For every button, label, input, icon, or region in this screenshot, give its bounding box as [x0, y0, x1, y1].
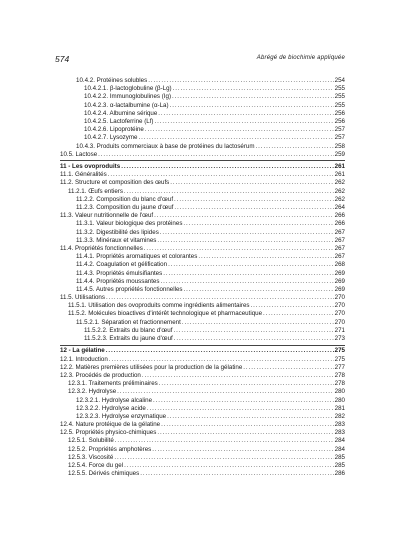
toc-page-number: 283 — [334, 429, 345, 437]
toc-entry — [60, 413, 345, 421]
toc-entry-label — [60, 151, 97, 159]
dot-leader — [256, 143, 334, 151]
toc-entry-label — [84, 335, 173, 343]
dot-leader — [173, 85, 334, 93]
toc-entry-title: Lysozyme — [108, 134, 138, 142]
toc-entry-number: 10.4.2.6. — [84, 126, 109, 134]
toc-entry-title: Lactose — [73, 150, 98, 158]
toc-entry-title: Extraits du jaune d'œuf — [107, 335, 173, 342]
toc-page-number: 262 — [334, 195, 345, 203]
toc-entry-title: Viscosité — [86, 453, 114, 461]
toc-page-number: 255 — [334, 93, 345, 101]
toc-entry — [60, 245, 345, 253]
toc-page-number: 269 — [334, 277, 345, 285]
toc-entry — [60, 179, 345, 187]
toc-entry-number: 10.4.2.2. — [84, 93, 109, 101]
dot-leader — [142, 372, 334, 380]
toc-entry-number: 11.2.1. — [68, 187, 87, 195]
toc-page-number: 255 — [334, 85, 345, 93]
toc-page-number: 268 — [334, 261, 345, 269]
dot-leader — [163, 270, 333, 278]
toc-entry-label — [68, 188, 123, 196]
dot-leader — [106, 294, 334, 302]
toc-entry-number: 11.5.2.3. — [84, 335, 108, 342]
toc-page-number: 267 — [334, 253, 345, 261]
toc-entry-number: 12 — [60, 347, 67, 355]
toc-chapter-entry — [60, 163, 345, 171]
toc-entry-title: Matières premières utilisées pour la production de la gélatine — [73, 363, 243, 371]
toc-page-number: 269 — [334, 285, 345, 293]
toc-entry-number: 10.4.2.1. — [84, 85, 109, 93]
toc-entry-label — [60, 364, 242, 372]
dot-leader — [157, 237, 333, 245]
dot-leader — [172, 93, 334, 101]
toc-entry — [60, 388, 345, 396]
toc-entry-number: 10.4.2.4. — [84, 109, 109, 117]
toc-entry-title: Propriétés émulsifiantes — [94, 269, 163, 277]
toc-page-number: 277 — [334, 363, 345, 371]
dot-leader — [154, 212, 334, 220]
toc-entry — [60, 454, 345, 462]
toc-page-number: 267 — [334, 244, 345, 252]
toc-entry-number: 11.4.3. — [76, 269, 95, 277]
toc-entry — [60, 286, 345, 294]
dot-leader — [153, 397, 334, 405]
toc-entry-title: Molécules bioactives d'intérêt technologique et pharmaceutique — [86, 310, 263, 318]
toc-entry-number: 12.3.2.2. — [76, 404, 101, 412]
toc-page-number: 257 — [334, 126, 345, 134]
toc-entry-title: Composition du blanc d'œuf — [94, 195, 174, 203]
toc-entry-label — [60, 421, 160, 429]
toc-entry-number: 12.3.2.3. — [76, 412, 101, 420]
toc-entry-number: 12.3.2.1. — [76, 396, 101, 404]
toc-page-number: 270 — [334, 318, 345, 326]
toc-entry — [60, 421, 345, 429]
toc-entry-label — [60, 294, 105, 302]
toc-page-number: 262 — [334, 179, 345, 187]
toc-entry-label — [76, 204, 173, 212]
toc-entry-title: Hydrolyse — [86, 388, 117, 396]
toc-entry-label — [60, 429, 156, 437]
toc-entry-number: 11.5.2. — [68, 310, 87, 318]
toc-entry-label — [68, 454, 113, 462]
toc-page-number: 261 — [334, 171, 345, 179]
toc-entry-label — [84, 102, 169, 110]
toc-entry-label — [84, 93, 171, 101]
toc-entry — [60, 126, 345, 134]
toc-entry-title: Produits commerciaux à base de protéines du lactosérum — [94, 142, 255, 150]
dot-leader — [250, 302, 333, 310]
toc-page-number: 284 — [334, 445, 345, 453]
toc-entry-title: Introduction — [73, 355, 108, 363]
section-divider — [60, 160, 345, 161]
toc-entry-title: Structure et composition des œufs — [73, 179, 170, 187]
toc-entry-label — [76, 413, 166, 421]
toc-page-number: 285 — [334, 462, 345, 469]
toc-entry — [60, 437, 345, 445]
toc-entry-number: 11.3. — [60, 212, 74, 220]
toc-chapter-entry — [60, 347, 345, 355]
toc-entry-number: 12.5.2. — [68, 445, 87, 453]
toc-page-number: 256 — [334, 109, 345, 117]
toc-entry-label — [76, 397, 152, 405]
toc-entry-number: 10.4.2.5. — [84, 117, 109, 125]
toc-entry-title: α-lactalbumine (α-La) — [108, 101, 169, 109]
toc-entry-label — [60, 212, 153, 220]
toc-entry-label — [60, 171, 107, 179]
toc-entry-number: 10.5. — [60, 150, 74, 158]
toc-entry-title: Utilisation des ovoproduits comme ingrédients alimentaires — [86, 302, 250, 310]
toc-entry-label — [60, 163, 120, 171]
toc-entry — [60, 212, 345, 220]
toc-entry — [60, 220, 345, 228]
toc-entry-label — [60, 347, 105, 355]
dot-leader — [138, 134, 333, 142]
toc-page-number: 258 — [334, 142, 345, 150]
dot-leader — [124, 188, 334, 196]
toc-entry — [60, 93, 345, 101]
toc-entry — [60, 261, 345, 269]
toc-entry-title: Utilisations — [73, 294, 105, 302]
toc-page-number: 264 — [334, 204, 345, 211]
toc-entry-number: 12.5.5. — [68, 470, 87, 478]
dot-leader — [157, 429, 333, 437]
toc-entry-label — [60, 179, 169, 187]
toc-entry — [60, 171, 345, 179]
toc-entry-title: β-lactoglobuline (β-Lg) — [108, 85, 172, 93]
toc-entry-number: 11.4. — [60, 244, 74, 252]
toc-entry-title: Procédés de production — [73, 371, 141, 379]
toc-entry — [60, 110, 345, 118]
toc-entry-number: 10.4.2.7. — [84, 134, 109, 142]
dot-leader — [198, 253, 333, 261]
toc-page-number: 275 — [334, 347, 345, 355]
dot-leader — [145, 126, 334, 134]
toc-entry-number: 12.3.2. — [68, 388, 87, 396]
toc-page-number: 270 — [334, 310, 345, 318]
toc-entry — [60, 319, 345, 327]
toc-entry-label — [76, 261, 167, 269]
toc-entry-label — [68, 470, 139, 478]
toc-entry-label — [68, 437, 114, 445]
toc-entry — [60, 229, 345, 237]
toc-entry-number: 11.5.2.1. — [76, 318, 100, 326]
toc-entry-label — [68, 310, 262, 318]
toc-entry-title: Protéines solubles — [94, 77, 148, 84]
dot-leader — [170, 102, 334, 110]
toc-entry-number: 11.5. — [60, 294, 74, 302]
toc-entry-number: 12.4. — [60, 421, 74, 429]
toc-page-number: 266 — [334, 212, 345, 220]
toc-entry-number: 11.2. — [60, 179, 74, 187]
dot-leader — [106, 347, 334, 355]
toc-entry — [60, 151, 345, 159]
toc-entry-number: 11.1. — [60, 171, 74, 179]
toc-entry — [60, 188, 345, 196]
toc-entry — [60, 397, 345, 405]
dot-leader — [183, 220, 333, 228]
toc-page-number: 270 — [334, 294, 345, 302]
toc-entry-title: Propriétés physico-chimiques — [73, 429, 157, 437]
toc-entry-number: 11.3.1. — [76, 220, 95, 228]
toc-entry-number: 11.3.2. — [76, 228, 95, 236]
toc-entry-number: 10.4.3. — [76, 142, 95, 150]
toc-entry-label — [60, 356, 108, 364]
toc-entry-title: Force du gel — [86, 462, 124, 469]
section-divider — [60, 345, 345, 346]
toc-entry-number: 12.2. — [60, 363, 74, 371]
toc-entry-number: 11 — [60, 163, 67, 171]
toc-entry-label — [76, 196, 173, 204]
toc-entry — [60, 429, 345, 437]
toc-entry-title: Lactoferrine (Lf) — [108, 117, 154, 125]
toc-entry-label — [76, 229, 159, 237]
toc-entry-title: Hydrolyse alcaline — [100, 396, 153, 404]
table-of-contents — [60, 77, 345, 478]
toc-entry-number: 12.1. — [60, 355, 74, 363]
toc-entry-label — [84, 327, 172, 335]
dot-leader — [148, 77, 333, 85]
toc-page-number: 255 — [334, 101, 345, 109]
toc-entry-title: Nature protéique de la gélatine — [73, 421, 161, 429]
toc-entry-number: 11.4.4. — [76, 277, 95, 285]
toc-entry-number: 10.4.2. — [76, 77, 95, 84]
dot-leader — [159, 380, 334, 388]
dot-leader — [121, 163, 333, 171]
dot-leader — [168, 261, 334, 269]
toc-entry-label — [84, 134, 137, 142]
toc-entry-title: Minéraux et vitamines — [94, 236, 157, 244]
toc-entry-title: Solubilité — [86, 437, 114, 445]
toc-page-number: 269 — [334, 269, 345, 277]
toc-entry-label — [76, 237, 156, 245]
toc-page-number: 256 — [334, 117, 345, 125]
toc-entry-title: Immunoglobulines (Ig) — [108, 93, 172, 101]
toc-entry-title: Composition du jaune d'œuf — [94, 204, 174, 211]
toc-entry-label — [68, 462, 123, 470]
toc-entry-title: Digestibilité des lipides — [94, 228, 159, 236]
toc-entry — [60, 143, 345, 151]
toc-entry-number: 11.2.3. — [76, 204, 95, 211]
toc-entry-number: 11.4.5. — [76, 285, 95, 293]
toc-entry-label — [84, 110, 157, 118]
toc-entry-title: Valeur biologique des protéines — [94, 220, 183, 228]
toc-entry-number: 11.3.3. — [76, 236, 95, 244]
toc-entry — [60, 270, 345, 278]
toc-entry-label — [68, 302, 249, 310]
toc-entry-label — [68, 380, 158, 388]
toc-page-number: 259 — [334, 150, 345, 158]
toc-entry — [60, 335, 345, 343]
dot-leader — [173, 327, 333, 335]
toc-entry-title: Propriétés moussantes — [94, 277, 160, 285]
dot-leader — [155, 118, 334, 126]
toc-page-number: 262 — [334, 187, 345, 195]
toc-entry-title: Traitements préliminaires — [86, 380, 158, 388]
toc-entry-number: 12.3. — [60, 371, 74, 379]
toc-entry — [60, 294, 345, 302]
toc-entry-number: 11.5.1. — [68, 302, 87, 310]
toc-entry-number: 12.5. — [60, 429, 74, 437]
toc-entry-label — [76, 319, 181, 327]
toc-page-number: 254 — [334, 77, 345, 84]
toc-entry — [60, 470, 345, 478]
toc-entry-title: Autres propriétés fonctionnelles — [94, 285, 183, 293]
toc-entry — [60, 372, 345, 380]
toc-entry — [60, 134, 345, 142]
toc-entry-label — [60, 372, 141, 380]
toc-page-number: 280 — [334, 396, 345, 404]
toc-entry-number: 12.5.3. — [68, 453, 87, 461]
toc-entry-label — [84, 126, 144, 134]
dot-leader — [140, 470, 333, 478]
dot-leader — [243, 364, 333, 372]
dot-leader — [174, 196, 334, 204]
dot-leader — [184, 286, 334, 294]
toc-entry — [60, 278, 345, 286]
toc-entry — [60, 380, 345, 388]
toc-entry-title: Généralités — [73, 171, 107, 179]
toc-entry — [60, 405, 345, 413]
toc-entry — [60, 253, 345, 261]
toc-entry — [60, 364, 345, 372]
toc-entry — [60, 356, 345, 364]
toc-page-number: 275 — [334, 355, 345, 363]
toc-page-number: 286 — [334, 470, 345, 478]
toc-entry-title: Œufs entiers — [86, 187, 123, 195]
dot-leader — [174, 204, 333, 212]
toc-page-number: 283 — [334, 421, 345, 429]
toc-entry-label — [84, 118, 154, 126]
toc-page-number: 284 — [334, 437, 345, 445]
toc-page-number: 267 — [334, 228, 345, 236]
toc-page-number: 257 — [334, 134, 345, 142]
toc-entry — [60, 102, 345, 110]
dot-leader — [158, 110, 333, 118]
dot-leader — [161, 421, 334, 429]
toc-entry — [60, 77, 345, 85]
running-title: Abrégé de biochimie appliquée — [256, 55, 345, 61]
dot-leader — [263, 310, 334, 318]
dot-leader — [109, 356, 334, 364]
toc-entry-label — [76, 143, 255, 151]
toc-entry-label — [76, 405, 146, 413]
dot-leader — [152, 446, 333, 454]
toc-entry — [60, 310, 345, 318]
dot-leader — [167, 413, 334, 421]
toc-entry-title: Hydrolyse acide — [100, 404, 146, 412]
toc-entry-number: 11.4.1. — [76, 253, 95, 261]
running-header — [55, 54, 345, 66]
toc-entry — [60, 327, 345, 335]
toc-page-number: 282 — [334, 412, 345, 420]
toc-entry-label — [76, 270, 162, 278]
toc-entry-label — [76, 286, 183, 294]
page-number: 574 — [55, 54, 70, 64]
toc-entry-label — [84, 85, 172, 93]
toc-entry-title: Albumine sérique — [108, 109, 158, 117]
toc-entry-title: Extraits du blanc d'œuf — [107, 326, 173, 334]
toc-page-number: 270 — [334, 302, 345, 310]
toc-entry-label — [76, 278, 159, 286]
toc-entry-number: 10.4.2.3. — [84, 101, 109, 109]
toc-entry-label — [76, 77, 147, 85]
toc-entry — [60, 118, 345, 126]
toc-entry-title: Séparation et fractionnement — [99, 318, 181, 326]
toc-entry-number: 12.5.4. — [68, 462, 87, 469]
toc-entry-title: Valeur nutritionnelle de l'œuf — [73, 212, 154, 220]
dot-leader — [147, 405, 334, 413]
dot-leader — [115, 437, 334, 445]
toc-entry-label — [68, 446, 151, 454]
toc-page-number: 273 — [334, 335, 345, 342]
toc-entry-label — [76, 220, 182, 228]
toc-entry-title: - Les ovoproduits — [66, 163, 121, 171]
toc-entry-number: 12.5.1. — [68, 437, 87, 445]
toc-entry-number: 11.5.2.2. — [84, 326, 108, 334]
toc-entry-number: 11.4.2. — [76, 261, 95, 269]
dot-leader — [98, 151, 334, 159]
toc-entry — [60, 85, 345, 93]
toc-entry-label — [60, 245, 143, 253]
toc-page-number: 271 — [334, 326, 345, 334]
toc-page-number: 261 — [334, 163, 345, 171]
dot-leader — [174, 335, 334, 343]
dot-leader — [160, 229, 334, 237]
toc-entry-title: Hydrolyse enzymatique — [100, 412, 167, 420]
toc-entry-title: Lipoprotéine — [108, 126, 144, 134]
toc-entry-label — [68, 388, 116, 396]
toc-page-number: 280 — [334, 388, 345, 396]
toc-entry-title: Propriétés fonctionnelles — [73, 244, 143, 252]
toc-entry-number: 12.3.1. — [68, 380, 87, 388]
toc-page-number: 278 — [334, 380, 345, 388]
toc-entry-title: Propriétés aromatiques et colorantes — [94, 253, 198, 261]
dot-leader — [182, 319, 334, 327]
toc-page-number: 267 — [334, 236, 345, 244]
toc-page-number: 281 — [334, 404, 345, 412]
toc-entry-title: Dérivés chimiques — [86, 470, 140, 478]
toc-page-number: 278 — [334, 371, 345, 379]
toc-entry-title: - La gélatine — [66, 347, 105, 355]
dot-leader — [117, 388, 334, 396]
toc-entry — [60, 237, 345, 245]
toc-entry-number: 11.2.2. — [76, 195, 95, 203]
toc-entry — [60, 204, 345, 212]
toc-entry — [60, 462, 345, 470]
toc-page-number: 266 — [334, 220, 345, 228]
toc-entry — [60, 302, 345, 310]
toc-entry-title: Coagulation et gélification — [94, 261, 168, 269]
dot-leader — [114, 454, 333, 462]
toc-entry-label — [76, 253, 197, 261]
toc-page-number: 285 — [334, 453, 345, 461]
dot-leader — [160, 278, 333, 286]
dot-leader — [170, 179, 333, 187]
dot-leader — [144, 245, 334, 253]
toc-entry — [60, 446, 345, 454]
dot-leader — [108, 171, 334, 179]
toc-entry — [60, 196, 345, 204]
toc-entry-title: Propriétés amphotères — [86, 445, 152, 453]
dot-leader — [124, 462, 334, 470]
